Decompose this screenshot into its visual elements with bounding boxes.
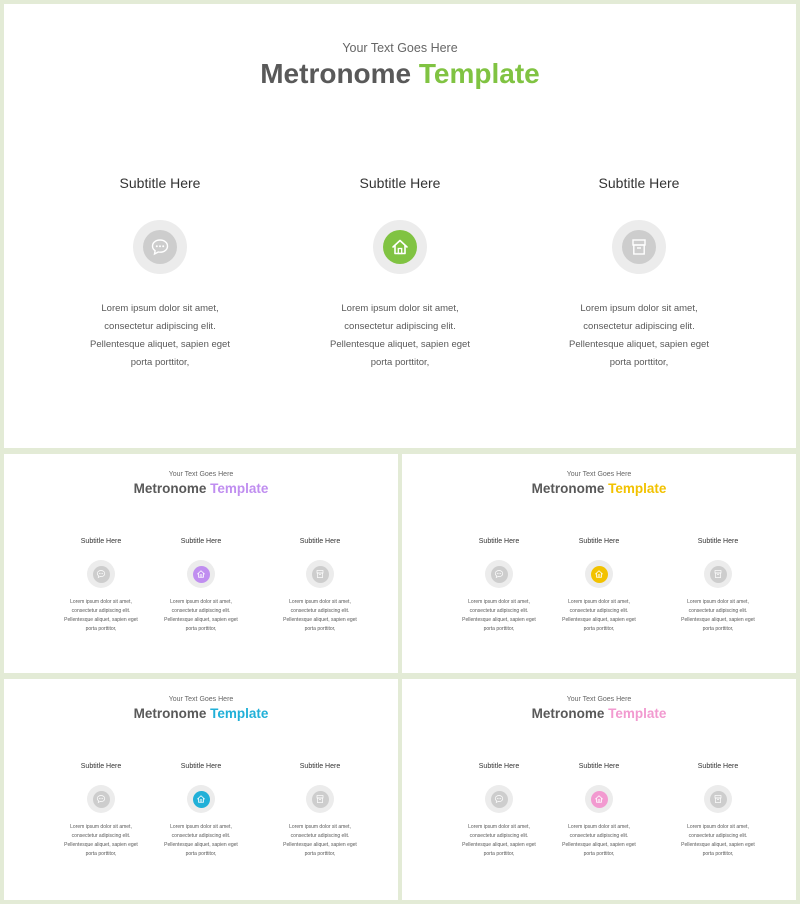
home-icon (383, 230, 417, 264)
title-accent: Template (210, 481, 269, 496)
slide-main[interactable] (4, 4, 796, 448)
body-line: Pellentesque aliquet, sapien eget (462, 842, 536, 848)
column-3 (265, 537, 375, 634)
column-1 (444, 762, 554, 859)
column-body (60, 300, 260, 372)
column-subtitle: Subtitle Here (598, 175, 680, 191)
icon-ring (585, 560, 613, 588)
body-line: Pellentesque aliquet, sapien eget (462, 617, 536, 623)
body-line: Lorem ipsum dolor sit amet, (468, 599, 530, 605)
column-body (265, 823, 375, 859)
body-line: Lorem ipsum dolor sit amet, (70, 824, 132, 830)
body-line: Pellentesque aliquet, sapien eget (164, 842, 238, 848)
slide-thumbnail-yellow[interactable] (402, 454, 796, 673)
title-accent: Template (210, 706, 269, 721)
column-subtitle: Subtitle Here (299, 763, 341, 770)
column-3 (265, 762, 375, 859)
column-subtitle: Subtitle Here (478, 538, 520, 545)
home-icon (193, 566, 210, 583)
icon-ring (585, 785, 613, 813)
body-line: Pellentesque aliquet, sapien eget (562, 617, 636, 623)
body-line: consectetur adipiscing elit. (569, 833, 629, 839)
column-3 (663, 537, 773, 634)
archive-box-icon (710, 791, 727, 808)
column-body (544, 823, 654, 859)
body-line: Lorem ipsum dolor sit amet, (341, 303, 459, 314)
body-line: Pellentesque aliquet, sapien eget (330, 339, 470, 350)
icon-ring (187, 785, 215, 813)
body-line: Lorem ipsum dolor sit amet, (687, 599, 749, 605)
column-body (444, 598, 554, 634)
chat-bubble-icon (491, 791, 508, 808)
title-main: Metronome (260, 58, 412, 89)
body-line: Pellentesque aliquet, sapien eget (164, 617, 238, 623)
body-line: porta porttitor, (483, 851, 515, 857)
pre-title: Your Text Goes Here (342, 41, 458, 55)
title-accent: Template (418, 58, 540, 89)
body-line: Lorem ipsum dolor sit amet, (70, 599, 132, 605)
body-line: porta porttitor, (185, 626, 217, 632)
body-line: porta porttitor, (85, 851, 117, 857)
chat-bubble-icon (93, 791, 110, 808)
body-line: Pellentesque aliquet, sapien eget (90, 339, 230, 350)
column-subtitle: Subtitle Here (359, 175, 441, 191)
body-line: consectetur adipiscing elit. (688, 833, 748, 839)
slide-title (402, 706, 796, 721)
body-line: Lorem ipsum dolor sit amet, (170, 824, 232, 830)
body-line: porta porttitor, (185, 851, 217, 857)
pre-title: Your Text Goes Here (566, 471, 632, 478)
icon-ring (704, 560, 732, 588)
slide-title (4, 58, 796, 90)
body-line: porta porttitor, (370, 357, 430, 368)
body-line: porta porttitor, (483, 626, 515, 632)
body-line: Pellentesque aliquet, sapien eget (569, 339, 709, 350)
icon-ring (87, 785, 115, 813)
column-subtitle: Subtitle Here (80, 763, 122, 770)
body-line: consectetur adipiscing elit. (104, 321, 216, 332)
pre-title: Your Text Goes Here (168, 471, 234, 478)
body-line: Pellentesque aliquet, sapien eget (64, 617, 138, 623)
column-2 (544, 537, 654, 634)
icon-ring (704, 785, 732, 813)
body-line: Lorem ipsum dolor sit amet, (170, 599, 232, 605)
pre-title: Your Text Goes Here (168, 696, 234, 703)
column-2 (544, 762, 654, 859)
archive-box-icon (312, 791, 329, 808)
icon-ring (87, 560, 115, 588)
column-subtitle: Subtitle Here (80, 538, 122, 545)
body-line: consectetur adipiscing elit. (344, 321, 456, 332)
body-line: Lorem ipsum dolor sit amet, (289, 599, 351, 605)
slide-thumbnail-pink[interactable] (402, 679, 796, 900)
column-subtitle: Subtitle Here (478, 763, 520, 770)
body-line: Lorem ipsum dolor sit amet, (580, 303, 698, 314)
body-line: Pellentesque aliquet, sapien eget (64, 842, 138, 848)
body-line: porta porttitor, (702, 851, 734, 857)
column-subtitle: Subtitle Here (180, 763, 222, 770)
body-line: consectetur adipiscing elit. (469, 833, 529, 839)
body-line: consectetur adipiscing elit. (71, 608, 131, 614)
icon-ring (373, 220, 427, 274)
body-line: porta porttitor, (130, 357, 190, 368)
icon-ring (612, 220, 666, 274)
title-main: Metronome (531, 481, 605, 496)
column-body (46, 823, 156, 859)
pre-title: Your Text Goes Here (566, 696, 632, 703)
column-body (444, 823, 554, 859)
body-line: Lorem ipsum dolor sit amet, (687, 824, 749, 830)
body-line: Pellentesque aliquet, sapien eget (562, 842, 636, 848)
body-line: porta porttitor, (583, 626, 615, 632)
column-1 (60, 173, 260, 372)
icon-ring (485, 560, 513, 588)
chat-bubble-icon (143, 230, 177, 264)
body-line: consectetur adipiscing elit. (171, 608, 231, 614)
title-main: Metronome (133, 706, 207, 721)
column-2 (300, 173, 500, 372)
icon-ring (187, 560, 215, 588)
column-body (265, 598, 375, 634)
body-line: consectetur adipiscing elit. (688, 608, 748, 614)
column-body (300, 300, 500, 372)
column-1 (444, 537, 554, 634)
archive-box-icon (710, 566, 727, 583)
body-line: porta porttitor, (304, 851, 336, 857)
body-line: Pellentesque aliquet, sapien eget (681, 617, 755, 623)
body-line: porta porttitor, (85, 626, 117, 632)
archive-box-icon (622, 230, 656, 264)
column-body (663, 823, 773, 859)
body-line: porta porttitor, (609, 357, 669, 368)
body-line: porta porttitor, (702, 626, 734, 632)
title-accent: Template (608, 706, 667, 721)
title-main: Metronome (531, 706, 605, 721)
body-line: consectetur adipiscing elit. (171, 833, 231, 839)
column-body (544, 598, 654, 634)
slide-title (4, 706, 398, 721)
slide-title (4, 481, 398, 496)
archive-box-icon (312, 566, 329, 583)
body-line: consectetur adipiscing elit. (290, 833, 350, 839)
column-subtitle: Subtitle Here (697, 763, 739, 770)
column-body (663, 598, 773, 634)
slide-thumbnail-purple[interactable] (4, 454, 398, 673)
body-line: Lorem ipsum dolor sit amet, (568, 824, 630, 830)
column-1 (46, 537, 156, 634)
column-3 (663, 762, 773, 859)
slide-thumbnail-blue[interactable] (4, 679, 398, 900)
slide-title (402, 481, 796, 496)
icon-ring (485, 785, 513, 813)
icon-ring (306, 560, 334, 588)
column-body (539, 300, 739, 372)
home-icon (591, 791, 608, 808)
column-3 (539, 173, 739, 372)
body-line: consectetur adipiscing elit. (71, 833, 131, 839)
column-body (46, 598, 156, 634)
column-body (146, 823, 256, 859)
column-2 (146, 537, 256, 634)
body-line: Pellentesque aliquet, sapien eget (681, 842, 755, 848)
body-line: porta porttitor, (583, 851, 615, 857)
body-line: Lorem ipsum dolor sit amet, (101, 303, 219, 314)
chat-bubble-icon (491, 566, 508, 583)
icon-ring (306, 785, 334, 813)
body-line: Pellentesque aliquet, sapien eget (283, 617, 357, 623)
column-subtitle: Subtitle Here (578, 763, 620, 770)
column-subtitle: Subtitle Here (299, 538, 341, 545)
body-line: Lorem ipsum dolor sit amet, (568, 599, 630, 605)
body-line: porta porttitor, (304, 626, 336, 632)
body-line: consectetur adipiscing elit. (290, 608, 350, 614)
column-subtitle: Subtitle Here (697, 538, 739, 545)
body-line: Pellentesque aliquet, sapien eget (283, 842, 357, 848)
column-body (146, 598, 256, 634)
body-line: consectetur adipiscing elit. (569, 608, 629, 614)
column-subtitle: Subtitle Here (119, 175, 201, 191)
body-line: Lorem ipsum dolor sit amet, (289, 824, 351, 830)
chat-bubble-icon (93, 566, 110, 583)
title-main: Metronome (133, 481, 207, 496)
column-2 (146, 762, 256, 859)
home-icon (591, 566, 608, 583)
title-accent: Template (608, 481, 667, 496)
column-1 (46, 762, 156, 859)
body-line: consectetur adipiscing elit. (469, 608, 529, 614)
body-line: consectetur adipiscing elit. (583, 321, 695, 332)
column-subtitle: Subtitle Here (180, 538, 222, 545)
home-icon (193, 791, 210, 808)
column-subtitle: Subtitle Here (578, 538, 620, 545)
icon-ring (133, 220, 187, 274)
body-line: Lorem ipsum dolor sit amet, (468, 824, 530, 830)
